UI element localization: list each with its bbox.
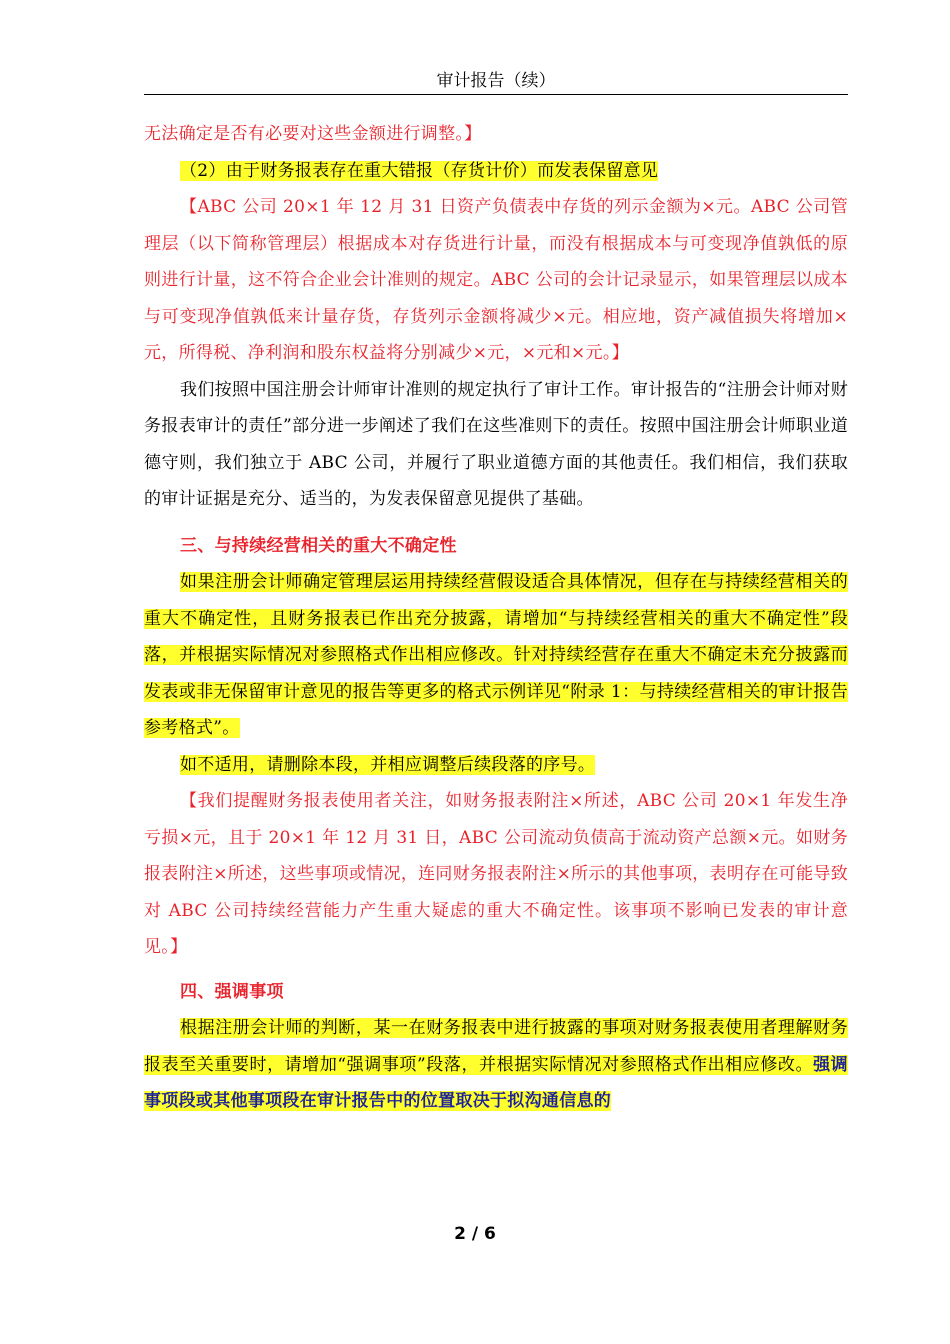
highlighted-text: 如果注册会计师确定管理层运用持续经营假设适合具体情况，但存在与持续经营相关的重大不确定性，且财务报表已作出充分披露，请增加“与持续经营相关的重大不确定性”段落，并根据实际情况对参照格式作出相应修改。针对持续经营存在重大不确定未充分披露而发表或非无保留审计意见的报告等更多的格式示例详见“附录 1：与持续经营相关的审计报告参考格式”。 xyxy=(144,572,848,738)
page-header-title: 审计报告（续） xyxy=(144,68,848,95)
highlighted-text: 如不适用，请删除本段，并相应调整后续段落的序号。 xyxy=(180,754,596,775)
paragraph-basis-for-opinion: 我们按照中国注册会计师审计准则的规定执行了审计工作。审计报告的“注册会计师对财务报表审计的责任”部分进一步阐述了我们在这些准则下的责任。按照中国注册会计师职业道德守则，我们独立于 ABC 公司，并履行了职业道德方面的其他责任。我们相信，我们获取的审计证据是充分、适当的，为发表保留意见提供了基础。 xyxy=(144,379,848,509)
paragraph-not-applicable-note xyxy=(144,747,848,784)
highlighted-text: 根据注册会计师的判断，某一在财务报表中进行披露的事项对财务报表使用者理解财务报表至关重要时，请增加“强调事项”段落，并根据实际情况对参照格式作出相应修改。 xyxy=(144,1018,848,1075)
paragraph-going-concern-example: 【我们提醒财务报表使用者关注，如财务报表附注×所述，ABC 公司 20×1 年发生净亏损×元，且于 20×1 年 12 月 31 日，ABC 公司流动负债高于流动资产总额×元。如财务报表附注×所述，这些事项或情况，连同财务报表附注×所示的其他事项，表明存在可能导致对 ABC 公司持续经营能力产生重大疑虑的重大不确定性。该事项不影响已发表的审计意见。】 xyxy=(144,791,848,957)
page-number: 2 / 6 xyxy=(454,1224,496,1244)
section-heading-emphasis-of-matter: 四、强调事项 xyxy=(180,981,284,1002)
paragraph-emphasis-guidance xyxy=(144,1010,848,1120)
paragraph-subheading xyxy=(144,153,848,190)
section-heading-going-concern: 三、与持续经营相关的重大不确定性 xyxy=(180,535,457,556)
paragraph-continuation: 无法确定是否有必要对这些金额进行调整。】 xyxy=(144,124,482,144)
paragraph-going-concern-guidance xyxy=(144,564,848,747)
highlighted-text: （2）由于财务报表存在重大错报（存货计价）而发表保留意见 xyxy=(180,160,659,181)
document-body xyxy=(144,116,848,1120)
highlighted-bold-text: 强调事项段或其他事项段在审计报告中的位置取决于拟沟通信息的 xyxy=(144,1054,848,1111)
paragraph-inventory-example: 【ABC 公司 20×1 年 12 月 31 日资产负债表中存货的列示金额为×元。ABC 公司管理层（以下简称管理层）根据成本对存货进行计量，而没有根据成本与可变现净值孰低的原则进行计量，这不符合企业会计准则的规定。ABC 公司的会计记录显示，如果管理层以成本与可变现净值孰低来计量存货，存货列示金额将减少×元。相应地，资产减值损失将增加×元，所得税、净利润和股东权益将分别减少×元，×元和×元。】 xyxy=(144,197,848,363)
